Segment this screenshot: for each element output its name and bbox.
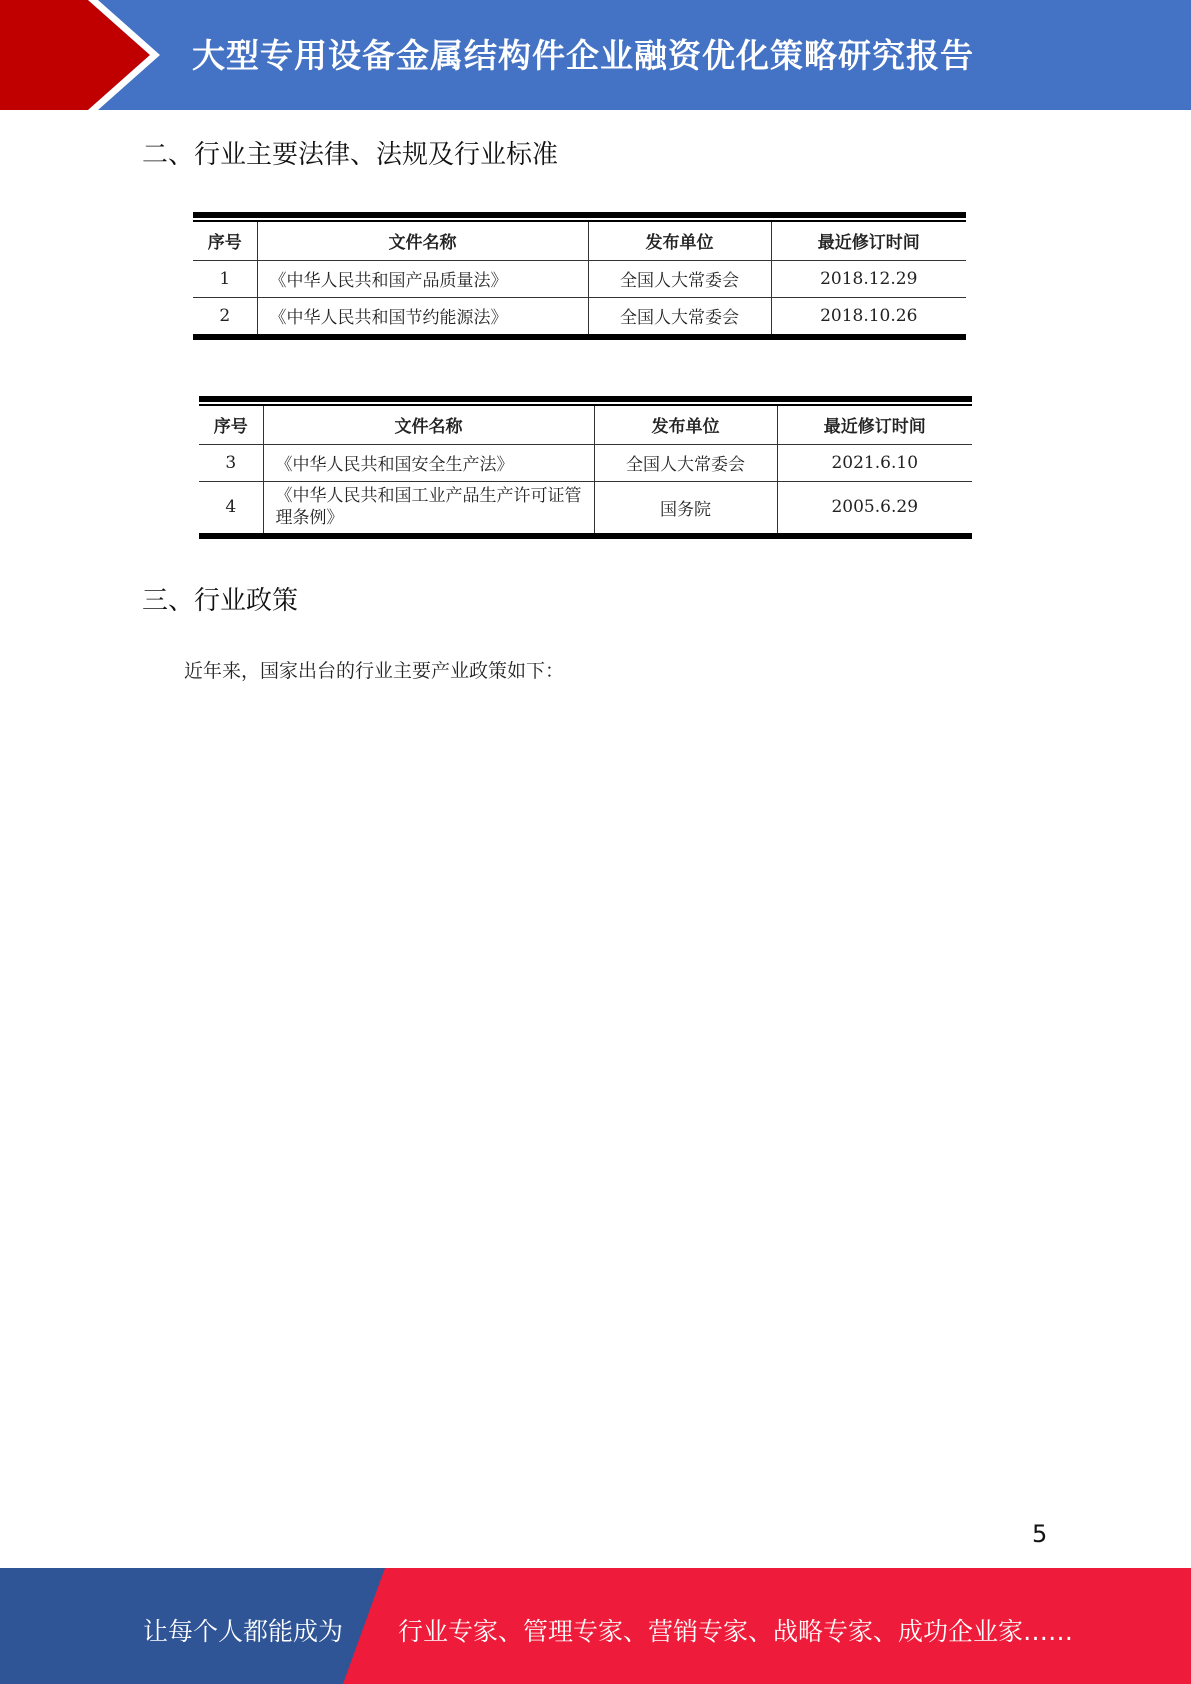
- cell-name: 《中华人民共和国工业产品生产许可证管理条例》: [263, 481, 594, 533]
- column-header-no: 序号: [199, 406, 263, 444]
- report-header-banner: [0, 0, 1191, 110]
- policy-intro-paragraph: 近年来，国家出台的行业主要产业政策如下：: [184, 660, 565, 682]
- laws-table-1-grid: [193, 222, 966, 334]
- cell-date: 2018.10.26: [820, 305, 918, 326]
- cell-no: 1: [193, 260, 257, 297]
- laws-table-2: [199, 396, 972, 539]
- footer-slogan-left: 让每个人都能成为: [143, 1617, 344, 1646]
- cell-name: 《中华人民共和国产品质量法》: [257, 260, 588, 297]
- section-heading-policy: 三、行业政策: [142, 586, 299, 616]
- cell-issuer: 国务院: [594, 481, 777, 533]
- cell-no: 4: [199, 481, 263, 533]
- laws-table-1: [193, 212, 966, 340]
- cell-name: 《中华人民共和国节约能源法》: [257, 297, 588, 334]
- laws-table-2-grid: [199, 406, 972, 533]
- cell-issuer: 全国人大常委会: [594, 444, 777, 481]
- table-row: [199, 481, 972, 533]
- column-header-issuer: 发布单位: [588, 222, 771, 260]
- column-header-name: 文件名称: [263, 406, 594, 444]
- section-heading-laws: 二、行业主要法律、法规及行业标准: [142, 140, 559, 170]
- cell-date: 2018.12.29: [771, 260, 966, 297]
- report-footer-banner: [0, 1568, 1191, 1684]
- table-row: [193, 260, 966, 297]
- report-title: 大型专用设备金属结构件企业融资优化策略研究报告: [192, 36, 974, 75]
- cell-issuer: 全国人大常委会: [588, 260, 771, 297]
- column-header-no: 序号: [193, 222, 257, 260]
- cell-issuer: 全国人大常委会: [588, 297, 771, 334]
- cell-no: 3: [199, 444, 263, 481]
- column-header-date: 最近修订时间: [771, 222, 966, 260]
- column-header-issuer: 发布单位: [594, 406, 777, 444]
- column-header-date: 最近修订时间: [777, 406, 972, 444]
- table-header-row: [193, 222, 966, 260]
- footer-slogan-right: 行业专家、管理专家、营销专家、战略专家、成功企业家……: [398, 1617, 1074, 1646]
- cell-date: 2005.6.29: [831, 497, 919, 518]
- table-header-row: [199, 406, 972, 444]
- table-row: [199, 444, 972, 481]
- page-number: 5: [1032, 1520, 1048, 1548]
- column-header-name: 文件名称: [257, 222, 588, 260]
- cell-no: 2: [193, 297, 257, 334]
- cell-date: 2021.6.10: [777, 444, 972, 481]
- table-row: [193, 297, 966, 334]
- cell-name: 《中华人民共和国安全生产法》: [263, 444, 594, 481]
